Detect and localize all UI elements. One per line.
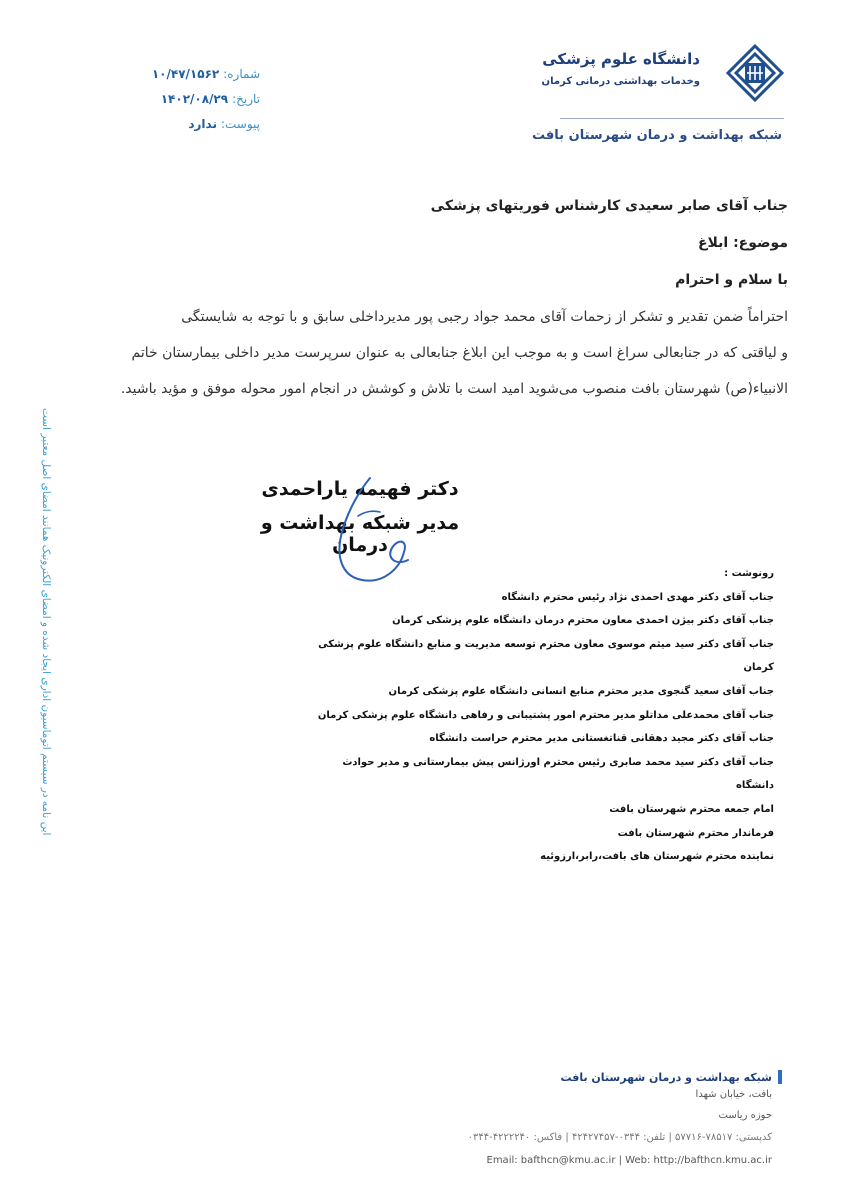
body-line-3: الانبیاء(ص) شهرستان بافت منصوب می‌شوید امید است با تلاش و کوشش در انجام امور محوله موفق و مؤید باشید. bbox=[120, 381, 788, 397]
meta-date-row bbox=[110, 87, 260, 112]
footer-address-2: حوزه ریاست bbox=[718, 1110, 772, 1121]
cc-item: جناب آقای دکتر سید میثم موسوی معاون محترم توسعه مدیریت و منابع دانشگاه علوم پزشکی کرمان bbox=[318, 638, 774, 674]
university-logo-icon bbox=[726, 44, 784, 102]
cc-item: جناب آقای سعید گنجوی مدیر محترم منابع انسانی دانشگاه علوم پزشکی کرمان bbox=[388, 685, 774, 697]
attachment-label: پیوست: bbox=[220, 117, 260, 131]
letter-body bbox=[68, 188, 788, 407]
cc-item: جناب آقای دکتر مجید دهقانی قناتغستانی مدیر محترم حراست دانشگاه bbox=[429, 733, 774, 745]
automation-side-note: این نامه در سیستم اتوماسیون اداری ایجاد شده و امضای الکترونیک همانند امضای اصل معتبر است bbox=[40, 407, 52, 835]
footer-title-row bbox=[262, 1070, 782, 1084]
footer-address-1: بافت، خیابان شهدا bbox=[695, 1089, 772, 1100]
cc-item: امام جمعه محترم شهرستان بافت bbox=[609, 803, 774, 815]
meta-attachment-row bbox=[110, 112, 260, 137]
cc-item: فرماندار محترم شهرستان بافت bbox=[617, 827, 774, 839]
footer-title: شبکه بهداشت و درمان شهرستان بافت bbox=[560, 1070, 772, 1084]
greeting: با سلام و احترام bbox=[675, 272, 788, 288]
cc-list bbox=[304, 562, 774, 869]
signer-title: مدیر شبکه بهداشت و درمان bbox=[260, 512, 460, 556]
subject: موضوع: ابلاغ bbox=[697, 235, 788, 251]
cc-item: جناب آقای محمدعلی مداتلو مدیر محترم امور پشتیبانی و رفاهی دانشگاه علوم پزشکی کرمان bbox=[317, 709, 774, 721]
number-value: ۱۰/۴۷/۱۵۶۲ bbox=[151, 67, 220, 81]
meta-number-row bbox=[110, 62, 260, 87]
university-subtitle: وخدمات بهداشتی درمانی کرمان bbox=[541, 76, 700, 87]
cc-item: نماینده محترم شهرستان های بافت،رابر،ارزوئیه bbox=[540, 851, 774, 863]
date-value: ۱۴۰۲/۰۸/۲۹ bbox=[160, 92, 229, 106]
cc-heading: رونوشت : bbox=[724, 568, 774, 579]
body-line-2: و لیاقتی که در جنابعالی سراغ است و به موجب این ابلاغ جنابعالی به عنوان سرپرست مدیر داخلی بیمارستان خاتم bbox=[131, 345, 788, 361]
university-name: دانشگاه علوم پزشکی bbox=[542, 50, 700, 68]
footer-contact: کدپستی: ۷۸۵۱۷-۵۷۷۱۶ | تلفن: ۰۳۴۴-۴۲۴۲۷۴۵۷ | فاکس: ۴۲۲۲۲۴۰-۰۳۴۴ bbox=[467, 1132, 772, 1143]
cc-item: جناب آقای دکتر بیژن احمدی معاون محترم درمان دانشگاه علوم پزشکی کرمان bbox=[392, 615, 774, 627]
number-label: شماره: bbox=[223, 67, 260, 81]
footer-web: Email: bafthcn@kmu.ac.ir | Web: http://bafthcn.kmu.ac.ir bbox=[486, 1155, 772, 1166]
cc-item: جناب آقای دکتر سید محمد صابری رئیس محترم اورژانس پیش بیمارستانی و مدیر حوادث دانشگاه bbox=[342, 756, 774, 792]
footer-accent-bar bbox=[778, 1070, 782, 1084]
signer-name: دکتر فهیمه یاراحمدی bbox=[261, 478, 459, 500]
cc-item: جناب آقای دکتر مهدی احمدی نژاد رئیس محترم دانشگاه bbox=[501, 591, 774, 603]
recipient: جناب آقای صابر سعیدی کارشناس فوریتهای پزشکی bbox=[430, 198, 788, 214]
date-label: تاریخ: bbox=[232, 92, 260, 106]
body-line-1: احتراماً ضمن تقدیر و تشکر از زحمات آقای محمد جواد رجبی پور مدیرداخلی سابق و با توجه به شایستگی bbox=[181, 309, 788, 325]
letter-footer bbox=[262, 1070, 782, 1172]
network-name: شبکه بهداشت و درمان شهرستان بافت bbox=[532, 128, 782, 143]
header-divider bbox=[560, 118, 784, 119]
letter-meta bbox=[110, 62, 260, 137]
attachment-value: ندارد bbox=[188, 117, 217, 131]
